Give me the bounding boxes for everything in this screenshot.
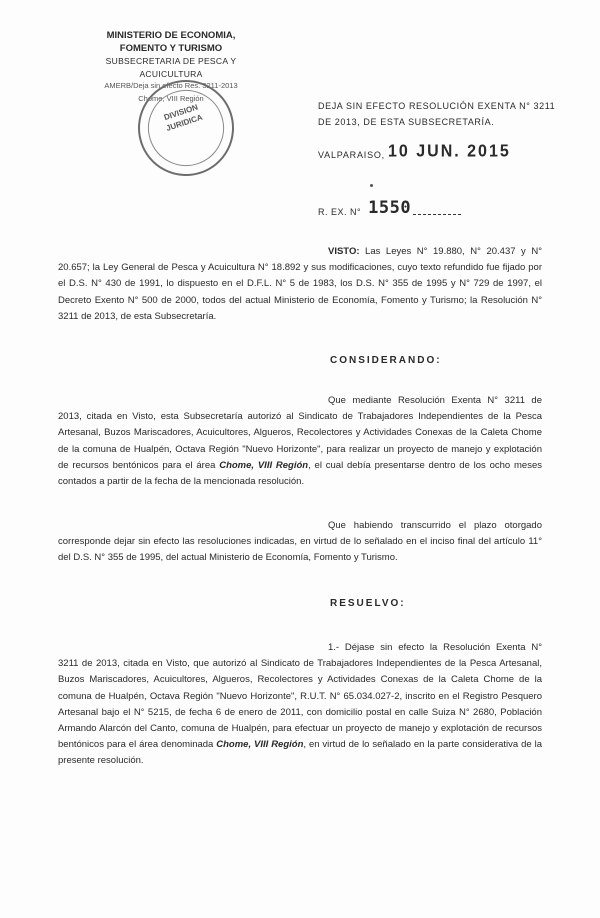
file-region: Chome, VIII Región: [138, 93, 204, 103]
resolution-number-value: 1550: [368, 198, 412, 218]
reference-line-2: DE 2013, DE ESTA SUBSECRETARÍA.: [318, 117, 495, 127]
stamp-text: DIVISION JURIDICA: [162, 102, 204, 133]
underline: [413, 214, 461, 215]
considerando-paragraph-1: [58, 393, 542, 490]
considerando-paragraph-2: Que habiendo transcurrido el plazo otorgado corresponde dejar sin efecto las resoluciones indicadas, en virtud de lo señalado en el inciso final del artículo 11° del D.S. N° 355 de 1995, del actual Ministerio de Economía, Fomento y Turismo.: [58, 520, 542, 564]
reference-line-1: DEJA SIN EFECTO RESOLUCIÓN EXENTA N° 3211: [318, 101, 556, 111]
visto-label: VISTO:: [328, 246, 360, 257]
ink-dot: [370, 184, 373, 187]
ministry-name-2: FOMENTO Y TURISMO: [119, 42, 223, 54]
considerando-heading: CONSIDERANDO:: [330, 355, 442, 366]
visto-text: Las Leyes N° 19.880, N° 20.437 y N° 20.657; la Ley General de Pesca y Acuicultura N° 18.892 y sus modificaciones, cuyo texto refundido fue fijado por el D.S. N° 430 de 1991, lo dispuesto en el D.F.L. N° 5 de 1983, los D.S. N° 355 de 1995 y N° 729 de 1997, el Decreto Exento N° 500 de 2000, todos del actual Ministerio de Economía, Fomento y Turismo; la Resolución N° 3211 de 2013, de esta Subsecretaría.: [58, 246, 543, 322]
file-reference: AMERB/Deja sin efecto Res. 3211-2013: [104, 81, 238, 90]
resuelvo-area-name: Chome, VIII Región: [216, 739, 304, 751]
visto-paragraph: [58, 244, 542, 325]
place-label: VALPARAISO,: [318, 150, 385, 160]
resuelvo-heading: RESUELVO:: [330, 598, 406, 609]
date-stamp: 10 JUN. 2015: [388, 142, 511, 161]
resuelvo-paragraph-1: [58, 640, 542, 770]
reference-block: [318, 98, 555, 130]
resolution-number: [318, 200, 461, 220]
resuelvo-p1-text: 1.- Déjase sin efecto la Resolución Exenta N° 3211 de 2013, citada en Visto, que autorizó al Sindicato de Trabajadores Independientes de la Pesca Artesanal, Buzos Mariscadores, Acuicultores, Algueros, Recolectores y Actividades Conexas de la Caleta Chome de la comuna de Hualpén, Octava Región "Nuevo Horizonte", R.U.T. N° 65.034.027-2, inscrito en el Registro Pesquero Artesanal bajo el N° 5215, de fecha 6 de enero de 2011, con domicilio postal en calle Suiza N° 2680, Población Armando Alarcón del Canto, comuna de Hualpén, para efectuar un proyecto de manejo y explotación de recursos bentónicos para el área denominada: [58, 642, 542, 751]
subsecretaria-name: SUBSECRETARIA DE PESCA Y ACUICULTURA: [105, 56, 237, 79]
considerando-p1-text-end: , el cual debía presentarse dentro de los ocho meses contados a partir de la fecha de la mencionada resolución.: [58, 459, 542, 488]
considerando-p1-text: Que mediante Resolución Exenta N° 3211 de 2013, citada en Visto, esta Subsecretaría autorizó al Sindicato de Trabajadores Independientes de la Pesca Artesanal, Buzos Mariscadores, Acuicultores, Algueros, Recolectores y Actividades Conexas de la Caleta Chome de la comuna de Hualpén, Octava Región "Nuevo Horizonte", para realizar un proyecto de manejo y explotación de recursos bentónicos para el área: [58, 395, 542, 471]
area-name: Chome, VIII Región: [219, 459, 309, 471]
resolution-label: R. EX. N°: [318, 207, 362, 217]
ministry-name: MINISTERIO DE ECONOMIA,: [106, 30, 236, 41]
resuelvo-p1-text-end: , en virtud de lo señalado en la parte considerativa de la presente resolución.: [58, 739, 542, 767]
